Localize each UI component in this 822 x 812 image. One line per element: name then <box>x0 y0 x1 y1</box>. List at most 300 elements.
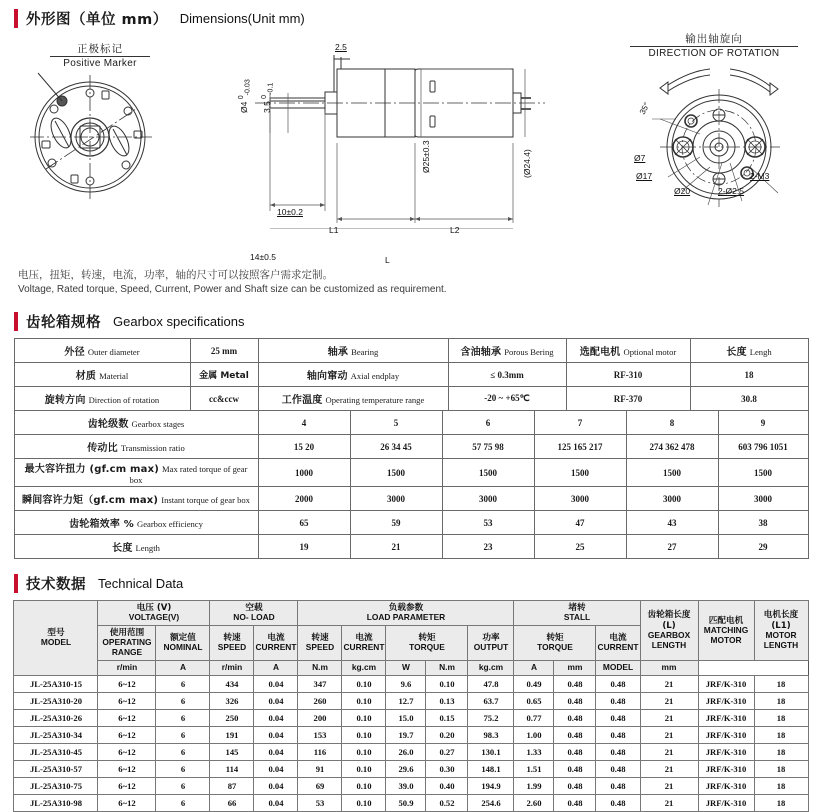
cell-value: 6 <box>156 692 210 709</box>
cell-value: 194.9 <box>468 777 514 794</box>
unit-cell: N.m <box>298 661 342 676</box>
cell-value: 0.30 <box>426 760 468 777</box>
table-row <box>14 363 808 387</box>
positive-marker-title <box>50 41 150 69</box>
cell-value: 53 <box>298 794 342 811</box>
table-row <box>14 760 808 777</box>
cell-value: 0.48 <box>596 743 640 760</box>
section-header-gearbox <box>0 311 822 332</box>
cell-value: 0.48 <box>554 760 596 777</box>
stage-row-value: 1500 <box>534 459 626 487</box>
cell-value: 0.10 <box>342 726 386 743</box>
cell-value: 47.8 <box>468 675 514 692</box>
th-stall <box>514 601 640 626</box>
table-row <box>14 692 808 709</box>
th-load-speed <box>298 626 342 661</box>
th-stall-torque <box>514 626 596 661</box>
table-row <box>14 487 808 511</box>
cell-value: 0.48 <box>554 777 596 794</box>
cell-model: JL-25A310-15 <box>14 675 98 692</box>
cell-value: 0.20 <box>426 726 468 743</box>
th-voltage-en: VOLTAGE(V) <box>128 612 180 623</box>
cell-value: 6 <box>156 794 210 811</box>
stage-row-value: 29 <box>718 535 808 559</box>
cell-value: 0.04 <box>254 743 298 760</box>
stage-row-label: 传动比 Transmission ratio <box>14 435 258 459</box>
unit-cell: mm <box>640 661 698 676</box>
th-stq-cn: 转矩 <box>546 633 564 643</box>
stage-row-value: 65 <box>258 511 350 535</box>
dim-body-dia: Ø25±0.3 <box>421 140 431 173</box>
label-cn: 含油轴承 <box>460 347 502 358</box>
cell-value: 0.48 <box>596 709 640 726</box>
stage-row-value: 125 165 217 <box>534 435 626 459</box>
stage-row-value: 3000 <box>626 487 718 511</box>
cell-value: 21 <box>640 743 698 760</box>
stage-row-value: 59 <box>350 511 442 535</box>
cell-value: JRF/K-310 <box>698 794 754 811</box>
cell-value: 0.48 <box>554 675 596 692</box>
stage-row-label: 瞬间容许力矩（gf.cm max) Instant torque of gear box <box>14 487 258 511</box>
th-noload-speed <box>210 626 254 661</box>
cell-model: JL-25A310-75 <box>14 777 98 794</box>
cell-direction-of-rotation <box>14 387 190 411</box>
cell-value: 116 <box>298 743 342 760</box>
cell-value: 200 <box>298 709 342 726</box>
cell-value: 6~12 <box>98 794 156 811</box>
table-row <box>14 459 808 487</box>
stage-row-value: 9 <box>718 411 808 435</box>
cell-value: 0.27 <box>426 743 468 760</box>
stage-row-value: 53 <box>442 511 534 535</box>
rotation-title <box>630 31 798 59</box>
cell-value: 19.7 <box>386 726 426 743</box>
stage-row-value: 26 34 45 <box>350 435 442 459</box>
th-scur-en: CURRENT <box>597 642 639 653</box>
stage-row-value: 27 <box>626 535 718 559</box>
unit-cell: A <box>514 661 554 676</box>
stage-row-value: 23 <box>442 535 534 559</box>
dim-shaft-flat: 3.5 $^0_{-0.1}$ <box>260 82 275 113</box>
cell-value: 6 <box>156 675 210 692</box>
cell-value: 18 <box>754 692 808 709</box>
label-cn: 旋转方向 <box>44 395 86 406</box>
th-speed-en: SPEED <box>217 642 247 653</box>
stage-row-value: 57 75 98 <box>442 435 534 459</box>
th-cur-cn: 电流 <box>267 633 285 643</box>
cell-value: 0.04 <box>254 675 298 692</box>
th-stq-en: TORQUE <box>537 642 573 653</box>
th-load-en: LOAD PARAMETER <box>366 612 446 623</box>
unit-cell: r/min <box>98 661 156 676</box>
stage-row-value: 1500 <box>626 459 718 487</box>
cell-value: 0.10 <box>342 692 386 709</box>
cell-rotation-value: cc&ccw <box>190 387 258 411</box>
cell-axial-endplay <box>258 363 448 387</box>
label-en: Material <box>99 371 129 381</box>
cell-length-header <box>690 339 808 363</box>
section-title-cn: 外形图（单位 mm） <box>26 12 168 28</box>
table-row <box>14 726 808 743</box>
cell-value: JRF/K-310 <box>698 675 754 692</box>
stage-row-value: 19 <box>258 535 350 559</box>
cell-value: 18 <box>754 760 808 777</box>
cell-value: 21 <box>640 794 698 811</box>
section-title-en: Dimensions(Unit mm) <box>179 11 305 26</box>
accent-bar-gearbox <box>14 312 18 331</box>
section-header-technical <box>0 573 822 594</box>
stage-row-value: 6 <box>442 411 534 435</box>
drawing-side-view <box>225 33 555 265</box>
cell-value: 12.7 <box>386 692 426 709</box>
table-row <box>14 675 808 692</box>
th-nom-en: NOMINAL <box>163 642 203 653</box>
header-row-group <box>14 601 808 626</box>
cell-value: 6 <box>156 760 210 777</box>
dim-L1: L1 <box>329 225 339 235</box>
th-tq-en: TORQUE <box>409 642 445 653</box>
stage-row-label: 齿轮级数 Gearbox stages <box>14 411 258 435</box>
stage-row-value: 38 <box>718 511 808 535</box>
label-en: Operating temperature range <box>325 395 425 405</box>
th-stall-current <box>596 626 640 661</box>
label-en: Bearing <box>351 347 379 357</box>
gearbox-stage-table <box>14 410 809 559</box>
technical-title-en: Technical Data <box>98 576 184 591</box>
th-nominal <box>156 626 210 661</box>
rotation-cn: 输出轴旋向 <box>685 33 743 45</box>
cell-value: 6~12 <box>98 760 156 777</box>
th-load-torque <box>386 626 468 661</box>
cell-outer-diameter <box>14 339 190 363</box>
cell-value: 1.99 <box>514 777 554 794</box>
cell-value: 0.10 <box>342 675 386 692</box>
material-cn: 金属 <box>199 371 218 381</box>
cell-value: 0.48 <box>596 760 640 777</box>
cell-value: 254.6 <box>468 794 514 811</box>
th-cur2-cn: 电流 <box>355 633 373 643</box>
th-mm-en: MATCHING MOTOR <box>703 624 749 645</box>
table-row <box>14 743 808 760</box>
stage-row-value: 2000 <box>258 487 350 511</box>
label-cn: 材质 <box>75 371 97 382</box>
note-cn: 电压，扭矩，转速，电流，功率，轴的尺寸可以按照客户需求定制。 <box>18 269 333 281</box>
cell-value: 250 <box>210 709 254 726</box>
stage-row-value: 8 <box>626 411 718 435</box>
cell-value: 18 <box>754 726 808 743</box>
th-voltage-cn: 电压 (V) <box>136 603 172 613</box>
cell-value: 21 <box>640 760 698 777</box>
th-out-cn: 功率 <box>482 633 500 643</box>
th-load-cn: 负载参数 <box>388 603 424 613</box>
cell-value: 87 <box>210 777 254 794</box>
cell-value: 6~12 <box>98 692 156 709</box>
th-tq-cn: 转矩 <box>418 633 436 643</box>
cell-material <box>14 363 190 387</box>
th-model-en: MODEL <box>40 637 72 648</box>
cell-value: 0.49 <box>514 675 554 692</box>
dim-L: L <box>385 255 390 265</box>
cell-value: JRF/K-310 <box>698 743 754 760</box>
cell-value: JRF/K-310 <box>698 726 754 743</box>
cell-value: 0.10 <box>426 675 468 692</box>
cell-model: JL-25A310-98 <box>14 794 98 811</box>
gearbox-specs-table <box>14 338 809 411</box>
unit-cell: mm <box>554 661 596 676</box>
stage-row-value: 274 362 478 <box>626 435 718 459</box>
cell-value: 347 <box>298 675 342 692</box>
cell-value: 63.7 <box>468 692 514 709</box>
cell-value: 260 <box>298 692 342 709</box>
th-noload-en: NO- LOAD <box>233 612 275 623</box>
gearbox-title-en: Gearbox specifications <box>113 314 245 329</box>
cell-model: JL-25A310-20 <box>14 692 98 709</box>
dim-d17: Ø17 <box>636 171 653 181</box>
table-row <box>14 777 808 794</box>
cell-value: 0.48 <box>554 743 596 760</box>
cell-motor-rf310: RF-310 <box>566 363 690 387</box>
stage-row-value: 47 <box>534 511 626 535</box>
th-gbl-cn: 齿轮箱长度 (L) <box>647 610 691 631</box>
cell-value: 114 <box>210 760 254 777</box>
dim-10: 10±0.2 <box>277 207 303 217</box>
cell-value: 50.9 <box>386 794 426 811</box>
cell-model: JL-25A310-57 <box>14 760 98 777</box>
cell-length-30-8: 30.8 <box>690 387 808 411</box>
cell-value: 0.48 <box>554 709 596 726</box>
cell-value: 0.10 <box>342 760 386 777</box>
cell-value: 69 <box>298 777 342 794</box>
label-cn: 外径 <box>64 347 85 358</box>
drawing-front-view <box>630 31 810 224</box>
cell-length-18: 18 <box>690 363 808 387</box>
cell-value: 0.04 <box>254 692 298 709</box>
th-stall-en: STALL <box>563 612 591 623</box>
th-speed2-en: SPEED <box>305 642 335 653</box>
cell-material-value <box>190 363 258 387</box>
cell-value: 0.48 <box>554 794 596 811</box>
cell-value: 0.10 <box>342 743 386 760</box>
cell-value: 0.48 <box>554 726 596 743</box>
stage-row-value: 3000 <box>718 487 808 511</box>
rotation-en: DIRECTION OF ROTATION <box>630 46 798 59</box>
positive-marker-en: Positive Marker <box>50 56 150 69</box>
note-en: Voltage, Rated torque, Speed, Current, Power and Shaft size can be customized as requirement. <box>18 284 447 296</box>
label-en: Direction of rotation <box>88 395 160 405</box>
dim-d20: Ø20 <box>674 186 691 196</box>
cell-value: 1.00 <box>514 726 554 743</box>
dim-shaft-dia: Ø4 $^0_{-0.03}$ <box>237 79 252 113</box>
stage-row-value: 603 796 1051 <box>718 435 808 459</box>
unit-cell: W <box>386 661 426 676</box>
th-noload-cn: 空载 <box>245 603 263 613</box>
cell-value: 75.2 <box>468 709 514 726</box>
stage-row-label: 齿轮箱效率 % Gearbox efficiency <box>14 511 258 535</box>
stage-row-value: 3000 <box>350 487 442 511</box>
cell-value: JRF/K-310 <box>698 760 754 777</box>
cell-value: 0.04 <box>254 777 298 794</box>
cell-value: 26.0 <box>386 743 426 760</box>
table-row <box>14 339 808 363</box>
cell-value: 6 <box>156 743 210 760</box>
table-row <box>14 411 808 435</box>
table-row <box>14 435 808 459</box>
cell-value: 0.65 <box>514 692 554 709</box>
th-speed2-cn: 转速 <box>311 633 329 643</box>
table-row <box>14 387 808 411</box>
svg-text:35°: 35° <box>637 101 652 116</box>
label-en: Lengh <box>749 347 772 357</box>
th-model <box>14 601 98 676</box>
cell-value: 0.77 <box>514 709 554 726</box>
unit-cell: r/min <box>210 661 254 676</box>
cell-value: 29.6 <box>386 760 426 777</box>
cell-value: 15.0 <box>386 709 426 726</box>
th-cur2-en: CURRENT <box>343 642 385 653</box>
cell-value: 18 <box>754 675 808 692</box>
cell-value: 21 <box>640 675 698 692</box>
cell-value: 18 <box>754 709 808 726</box>
cell-value: 0.48 <box>596 692 640 709</box>
th-scur-cn: 电流 <box>609 633 627 643</box>
cell-value: 130.1 <box>468 743 514 760</box>
cell-value: 21 <box>640 726 698 743</box>
cell-value: 18 <box>754 794 808 811</box>
table-row <box>14 709 808 726</box>
cell-value: 0.13 <box>426 692 468 709</box>
th-noload-current <box>254 626 298 661</box>
dimension-drawings <box>0 29 822 296</box>
th-or-en: OPERATING RANGE <box>102 637 152 658</box>
th-output <box>468 626 514 661</box>
material-en: Metal <box>220 371 249 381</box>
cell-value: 0.04 <box>254 794 298 811</box>
cell-model: JL-25A310-26 <box>14 709 98 726</box>
dim-2-5: 2.5 <box>335 42 347 52</box>
label-en: Porous Bering <box>504 347 554 357</box>
cell-value: JRF/K-310 <box>698 777 754 794</box>
cell-value: 21 <box>640 777 698 794</box>
stage-row-value: 3000 <box>442 487 534 511</box>
cell-value: 0.48 <box>596 777 640 794</box>
cell-value: 0.04 <box>254 726 298 743</box>
stage-row-label: 长度 Length <box>14 535 258 559</box>
th-load-current <box>342 626 386 661</box>
label-cn: 轴承 <box>327 347 349 358</box>
gearbox-title-cn: 齿轮箱规格 <box>26 315 101 331</box>
cell-value: 6 <box>156 726 210 743</box>
cell-value: 2.60 <box>514 794 554 811</box>
th-matching-motor <box>698 601 754 661</box>
cell-value: 18 <box>754 777 808 794</box>
cell-value: 1.33 <box>514 743 554 760</box>
cell-value: 0.48 <box>596 675 640 692</box>
cell-model: JL-25A310-34 <box>14 726 98 743</box>
cell-value: 6~12 <box>98 709 156 726</box>
cell-value: JRF/K-310 <box>698 709 754 726</box>
th-stall-cn: 堵转 <box>568 603 586 613</box>
cell-value: 9.6 <box>386 675 426 692</box>
th-gearbox-length <box>640 601 698 661</box>
cell-bearing <box>258 339 448 363</box>
cell-value: 191 <box>210 726 254 743</box>
cell-value: 0.48 <box>554 692 596 709</box>
side-view-svg <box>225 33 555 229</box>
unit-cell: N.m <box>426 661 468 676</box>
cell-outer-diameter-value: 25 mm <box>190 339 258 363</box>
th-speed-cn: 转速 <box>223 633 241 643</box>
stage-row-value: 25 <box>534 535 626 559</box>
cell-value: 0.04 <box>254 760 298 777</box>
cell-temp-value: -20 ~ +65℃ <box>448 387 566 411</box>
cell-model: JL-25A310-45 <box>14 743 98 760</box>
label-en: Axial endplay <box>350 371 400 381</box>
cell-value: JRF/K-310 <box>698 692 754 709</box>
stage-row-value: 1500 <box>718 459 808 487</box>
accent-bar <box>14 9 18 28</box>
cell-value: 0.40 <box>426 777 468 794</box>
stage-row-value: 21 <box>350 535 442 559</box>
cell-value: 1.51 <box>514 760 554 777</box>
th-operating-range <box>98 626 156 661</box>
dim-can-dia: (Ø24.4) <box>522 149 532 178</box>
cell-value: 39.0 <box>386 777 426 794</box>
table-row <box>14 511 808 535</box>
cell-value: 66 <box>210 794 254 811</box>
label-cn: 长度 <box>726 347 747 358</box>
label-en: Outer diameter <box>87 347 140 357</box>
stage-row-value: 1500 <box>442 459 534 487</box>
dim-14: 14±0.5 <box>250 252 276 262</box>
unit-cell: MODEL <box>596 661 640 676</box>
label-en: Optional motor <box>623 347 677 357</box>
th-mm-cn: 匹配电机 <box>708 615 744 626</box>
positive-marker-cn: 正极标记 <box>77 43 123 55</box>
th-voltage <box>98 601 210 626</box>
th-no-load <box>210 601 298 626</box>
cell-value: 6 <box>156 709 210 726</box>
technical-data-table <box>13 600 808 812</box>
th-gbl-en: GEARBOX LENGTH <box>647 629 691 650</box>
table-row <box>14 535 808 559</box>
th-load-parameter <box>298 601 514 626</box>
cell-value: 0.15 <box>426 709 468 726</box>
cell-value: 18 <box>754 743 808 760</box>
th-nom-cn: 额定值 <box>170 633 196 643</box>
unit-cell: kg.cm <box>468 661 514 676</box>
label-cn: 轴向窜动 <box>306 371 348 382</box>
cell-value: 0.10 <box>342 709 386 726</box>
unit-cell: A <box>254 661 298 676</box>
cell-value: 0.48 <box>596 794 640 811</box>
cell-value: 326 <box>210 692 254 709</box>
cell-value: 6~12 <box>98 675 156 692</box>
section-header-dimensions <box>0 8 822 29</box>
cell-value: 91 <box>298 760 342 777</box>
accent-bar-technical <box>14 574 18 593</box>
th-ml-en: MOTOR LENGTH <box>763 629 799 650</box>
cell-value: 6~12 <box>98 726 156 743</box>
cell-value: 434 <box>210 675 254 692</box>
stage-row-value: 1000 <box>258 459 350 487</box>
cell-porous-bering <box>448 339 566 363</box>
label-cn: 工作温度 <box>281 395 323 406</box>
stage-row-value: 5 <box>350 411 442 435</box>
cell-value: 21 <box>640 709 698 726</box>
cell-value: 0.48 <box>596 726 640 743</box>
th-cur-en: CURRENT <box>255 642 297 653</box>
th-or-cn: 使用范围 <box>109 628 145 639</box>
